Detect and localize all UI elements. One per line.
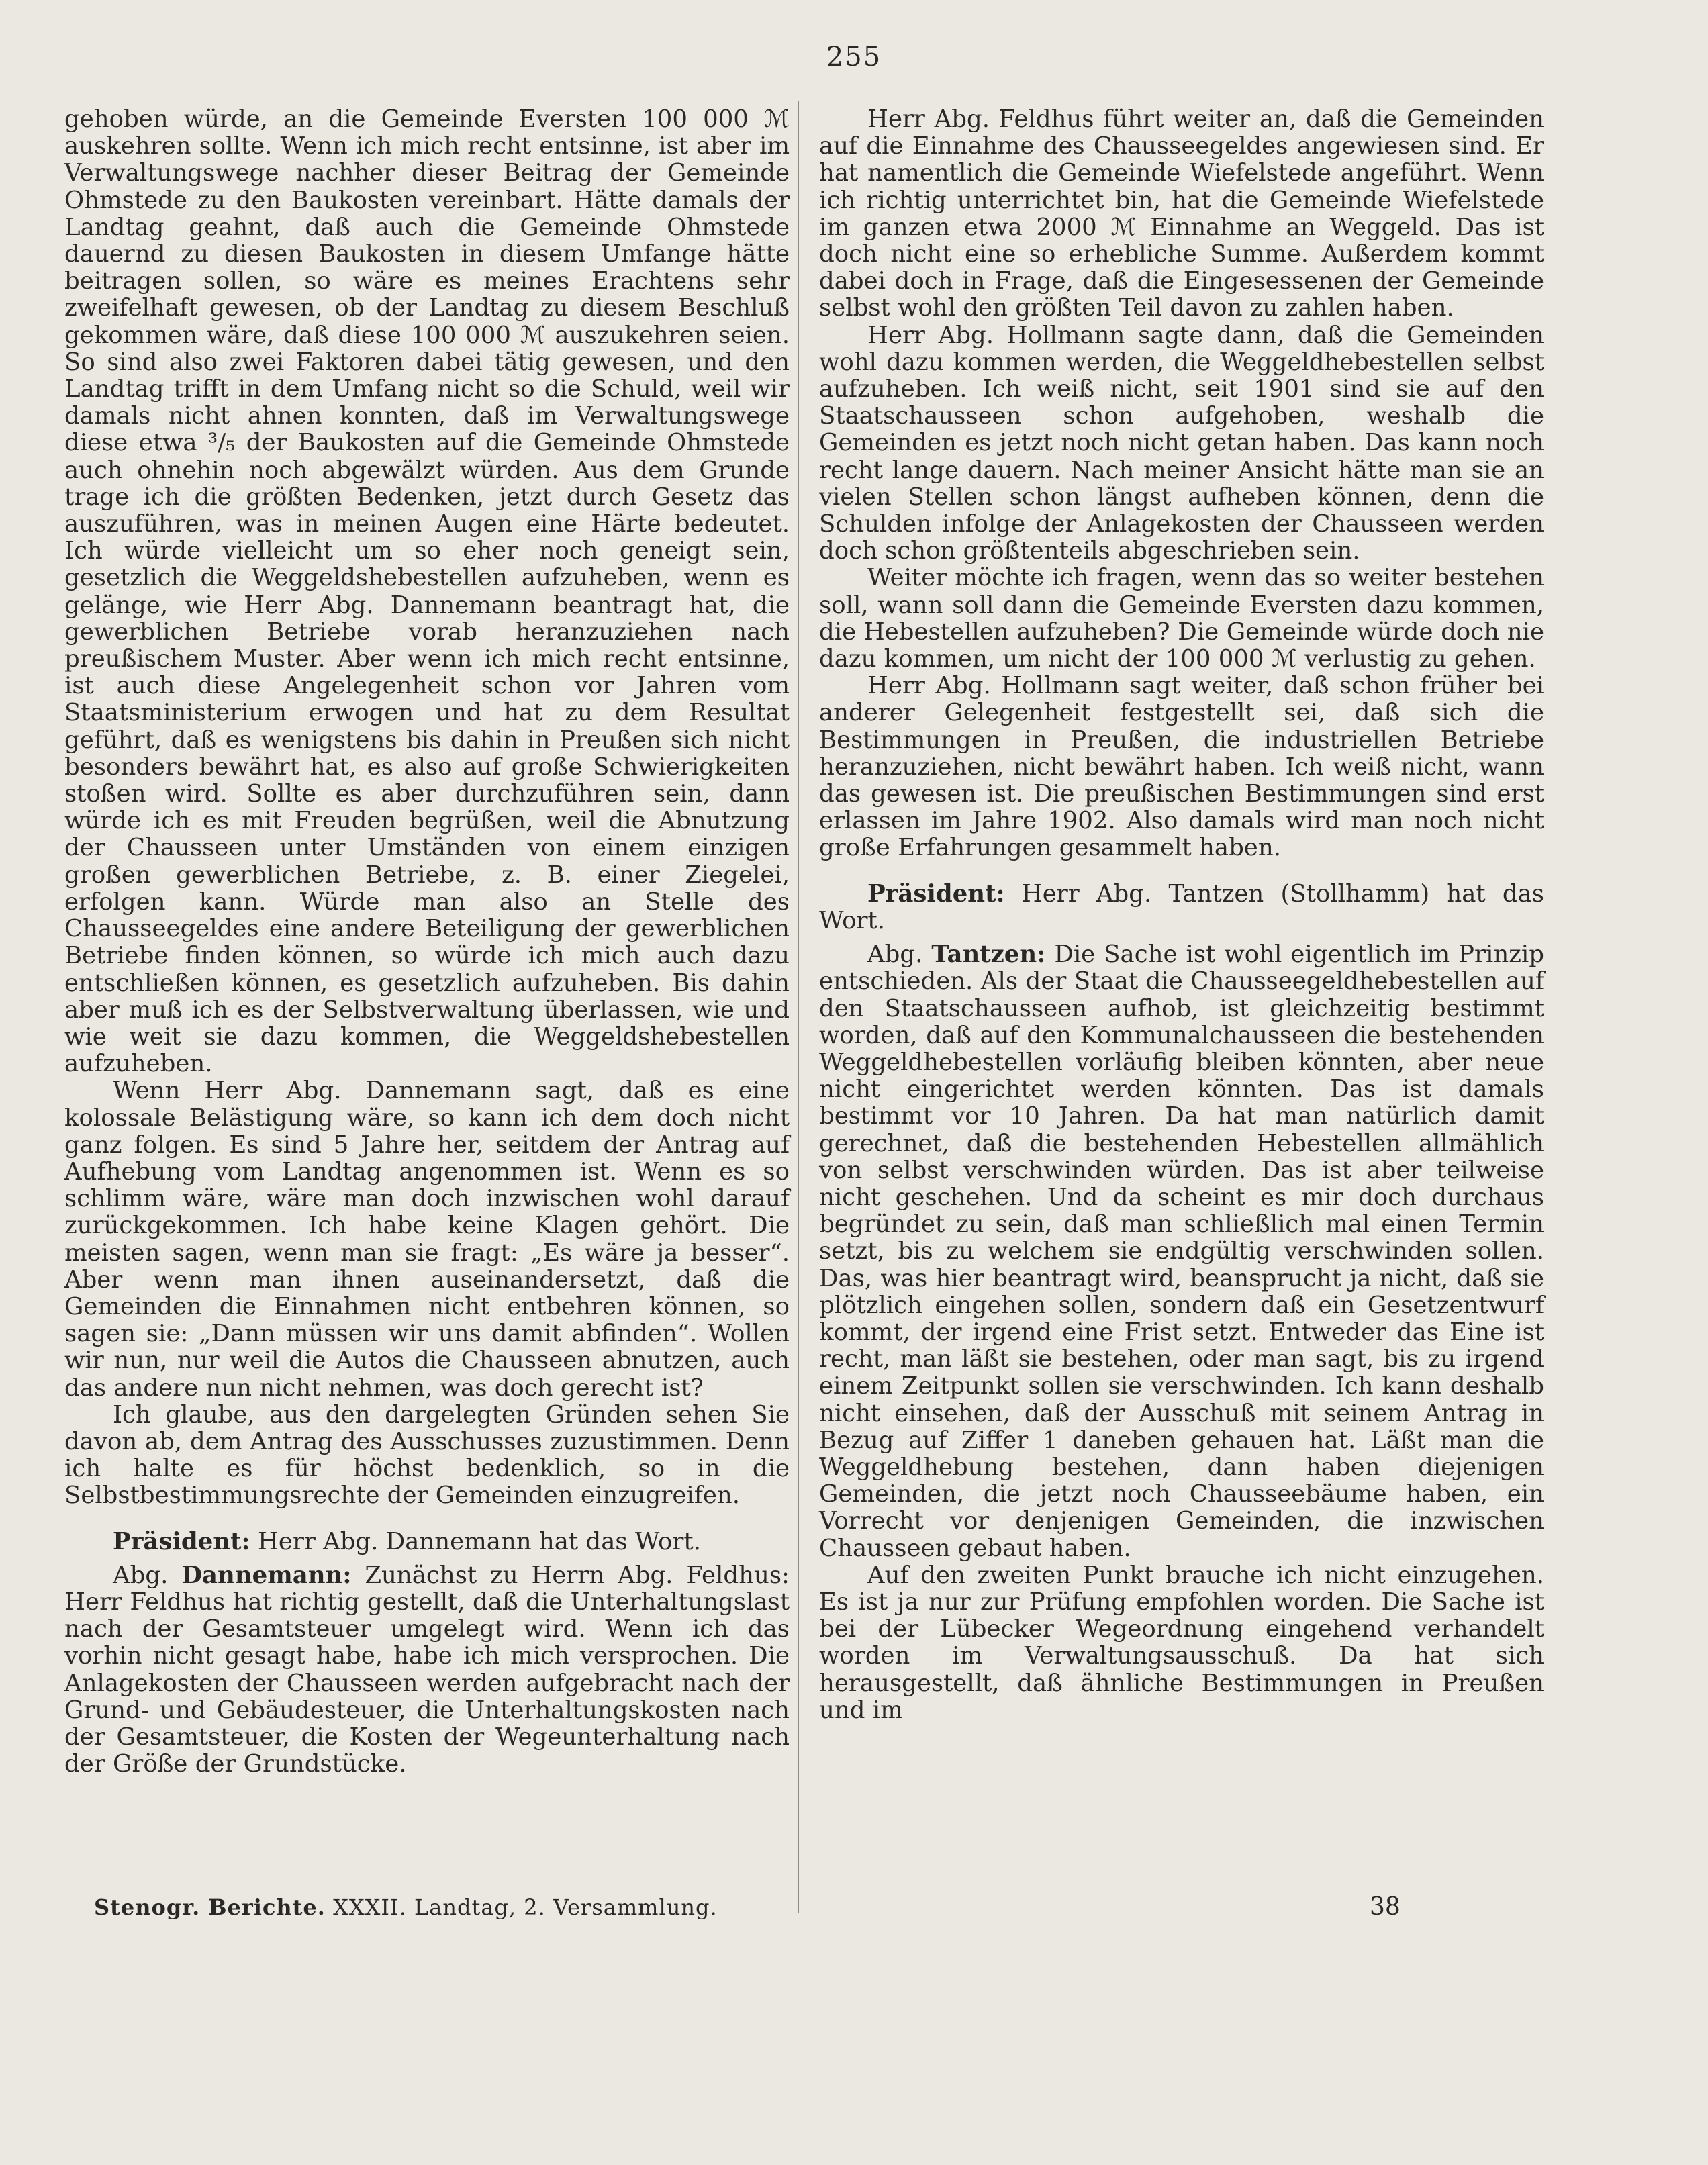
speaker-paragraph bbox=[819, 941, 1544, 1562]
column-divider bbox=[798, 101, 799, 1913]
speaker-label: Tantzen: bbox=[931, 941, 1046, 969]
signature-mark: 38 bbox=[1370, 1893, 1401, 1921]
speaker-prefix: Abg. bbox=[113, 1561, 182, 1589]
speaker-text: Herr Abg. Dannemann hat das Wort. bbox=[250, 1527, 701, 1555]
speaker-text: Die Sache ist wohl eigentlich im Prinzip entschieden. Als der Staat die Chausseegeldhebestellen auf den Staatschausseen aufhob, ist gleichzeitig bestimmt worden, daß auf den Kommunalchausseen die bestehenden Weggeldhebestellen vorläufig bleiben könnten, aber neue nicht eingerichtet werden könnten. Das ist damals bestimmt vor 10 Jahren. Da hat man natürlich damit gerechnet, daß die bestehenden Hebestellen allmählich von selbst verschwinden würden. Das ist aber teilweise nicht geschehen. Und da scheint es mir doch durchaus begründet zu sein, daß man schließlich mal einen Termin setzt, bis zu welchem sie endgültig verschwinden sollen. Das, was hier beantragt wird, beansprucht ja nicht, daß sie plötzlich eingehen sollen, sondern daß ein Gesetzentwurf kommt, der irgend eine Frist setzt. Entweder das Eine ist recht, man läßt sie bestehen, oder man sagt, bis zu irgend einem Zeitpunkt sollen sie verschwinden. Ich kann deshalb nicht einsehen, daß der Ausschuß mit seinem Antrag in Bezug auf Ziffer 1 daneben gehauen hat. Läßt man die Weggeldhebung bestehen, dann haben diejenigen Gemeinden, die jetzt noch Chausseebäume haben, ein Vorrecht vor denjenigen Gemeinden, die inzwischen Chausseen gebaut haben. bbox=[819, 941, 1545, 1562]
paragraph: Herr Abg. Hollmann sagte dann, daß die Gemeinden wohl dazu kommen werden, die Weggeldhebestellen selbst aufzuheben. Ich weiß nicht, seit 1901 sind sie auf den Staatschausseen schon aufgehoben, weshalb die Gemeinden es jetzt noch nicht getan haben. Das kann noch recht lange dauern. Nach meiner Ansicht hätte man sie an vielen Stellen schon längst aufheben können, denn die Schulden infolge der Anlagekosten der Chausseen werden doch schon größtenteils abgeschrieben sein. bbox=[819, 321, 1544, 565]
speaker-text: Herr Abg. Tantzen (Stollhamm) hat das Wort. bbox=[819, 879, 1544, 934]
speaker-paragraph bbox=[819, 881, 1544, 934]
right-column bbox=[819, 106, 1544, 1724]
paragraph: Ich glaube, aus den dargelegten Gründen sehen Sie davon ab, dem Antrag des Ausschusses zuzustimmen. Denn ich halte es für höchst bedenklich, so in die Selbstbestimmungsrechte der Gemeinden einzugreifen. bbox=[64, 1400, 790, 1510]
paragraph: Auf den zweiten Punkt brauche ich nicht einzugehen. Es ist ja nur zur Prüfung empfohlen worden. Die Sache ist bei der Lübecker Wegeordnung eingehend verhandelt worden im Verwaltungsausschuß. Da hat sich herausgestellt, daß ähnliche Bestimmungen in Preußen und im bbox=[819, 1561, 1544, 1724]
paragraph: gehoben würde, an die Gemeinde Eversten 100 000 ℳ auskehren sollte. Wenn ich mich recht entsinne, ist aber im Verwaltungswege nachher dieser Beitrag der Gemeinde Ohmstede zu den Baukosten vereinbart. Hätte damals der Landtag geahnt, daß auch die Gemeinde Ohmstede dauernd zu diesen Baukosten in diesem Umfange hätte beitragen sollen, so wäre es meines Erachtens sehr zweifelhaft gewesen, ob der Landtag zu diesem Beschluß gekommen wäre, daß diese 100 000 ℳ auszukehren seien. So sind also zwei Faktoren dabei tätig gewesen, und den Landtag trifft in dem Umfang nicht so die Schuld, weil wir damals nicht ahnen konnten, daß im Verwaltungswege diese etwa ³/₅ der Baukosten auf die Gemeinde Ohmstede auch ohnehin noch abgewälzt würden. Aus dem Grunde trage ich die größten Bedenken, jetzt durch Gesetz das auszuführen, was in meinen Augen eine Härte bedeutet. Ich würde vielleicht um so eher noch geneigt sein, gesetzlich die Weggeldshebestellen aufzuheben, wenn es gelänge, wie Herr Abg. Dannemann beantragt hat, die gewerblichen Betriebe vorab heranzuziehen nach preußischem Muster. Aber wenn ich mich recht entsinne, ist auch diese Angelegenheit schon vor Jahren vom Staatsministerium erwogen und hat zu dem Resultat geführt, daß es wenigstens bis dahin in Preußen sich nicht besonders bewährt hat, es also auf große Schwierigkeiten stoßen wird. Sollte es aber durchzuführen sein, dann würde ich es mit Freuden begrüßen, weil die Abnutzung der Chausseen unter Umständen von einem einzigen großen gewerblichen Betriebe, z. B. einer Ziegelei, erfolgen kann. Würde man also an Stelle des Chausseegeldes eine andere Beteiligung der gewerblichen Betriebe finden können, so würde ich mich auch dazu entschließen können, es gesetzlich aufzuheben. Bis dahin aber muß ich es der Selbstverwaltung überlassen, wie und wie weit sie dazu kommen, die Weggeldshebestellen aufzuheben. bbox=[64, 105, 790, 1078]
footer-note bbox=[94, 1894, 718, 1920]
paragraph: Wenn Herr Abg. Dannemann sagt, daß es eine kolossale Belästigung wäre, so kann ich dem doch nicht ganz folgen. Es sind 5 Jahre her, seitdem der Antrag auf Aufhebung vom Landtag angenommen ist. Wenn es so schlimm wäre, wäre man doch inzwischen wohl darauf zurückgekommen. Ich habe keine Klagen gehört. Die meisten sagen, wenn man sie fragt: „Es wäre ja besser“. Aber wenn man ihnen auseinandersetzt, daß die Gemeinden die Einnahmen nicht entbehren können, so sagen sie: „Dann müssen wir uns damit abfinden“. Wollen wir nun, nur weil die Autos die Chausseen abnutzen, auch das andere nun nicht nehmen, was doch gerecht ist? bbox=[64, 1077, 790, 1402]
footer-text: XXXII. Landtag, 2. Versammlung. bbox=[325, 1894, 718, 1920]
paragraph: Weiter möchte ich fragen, wenn das so weiter bestehen soll, wann soll dann die Gemeinde Eversten dazu kommen, die Hebestellen aufzuheben? Die Gemeinde würde doch nie dazu kommen, um nicht der 100 000 ℳ verlustig zu gehen. bbox=[819, 564, 1544, 673]
speaker-label: Präsident: bbox=[867, 879, 1005, 908]
speaker-paragraph bbox=[64, 1529, 790, 1555]
speaker-label: Präsident: bbox=[113, 1527, 250, 1555]
speaker-text: Zunächst zu Herrn Abg. Feldhus: Herr Feldhus hat richtig gestellt, daß die Unterhaltungslast nach der Gesamtsteuer umgelegt wird. Wenn ich das vorhin nicht gesagt habe, habe ich mich versprochen. Die Anlagekosten der Chausseen werden aufgebracht nach der Grund- und Gebäudesteuer, die Unterhaltungskosten nach der Gesamtsteuer, die Kosten der Wegeunterhaltung nach der Größe der Grundstücke. bbox=[64, 1561, 790, 1778]
page-number: 255 bbox=[826, 42, 882, 73]
speaker-paragraph bbox=[64, 1562, 790, 1778]
paragraph: Herr Abg. Feldhus führt weiter an, daß die Gemeinden auf die Einnahme des Chausseegeldes angewiesen sind. Er hat namentlich die Gemeinde Wiefelstede angeführt. Wenn ich richtig unterrichtet bin, hat die Gemeinde Wiefelstede im ganzen etwa 2000 ℳ Einnahme an Weggeld. Das ist doch nicht eine so erhebliche Summe. Außerdem kommt dabei doch in Frage, daß die Eingesessenen der Gemeinde selbst wohl den größten Teil davon zu zahlen haben. bbox=[819, 105, 1544, 322]
footer-label: Stenogr. Berichte. bbox=[94, 1894, 326, 1920]
speaker-label: Dannemann: bbox=[181, 1561, 352, 1589]
speaker-prefix: Abg. bbox=[867, 941, 932, 969]
left-column bbox=[64, 106, 790, 1778]
paragraph: Herr Abg. Hollmann sagt weiter, daß schon früher bei anderer Gelegenheit festgestellt sei, daß sich die Bestimmungen in Preußen, die industriellen Betriebe heranzuziehen, nicht bewährt haben. Ich weiß nicht, wann das gewesen ist. Die preußischen Bestimmungen sind erst erlassen im Jahre 1902. Also damals wird man noch nicht große Erfahrungen gesammelt haben. bbox=[819, 672, 1544, 862]
